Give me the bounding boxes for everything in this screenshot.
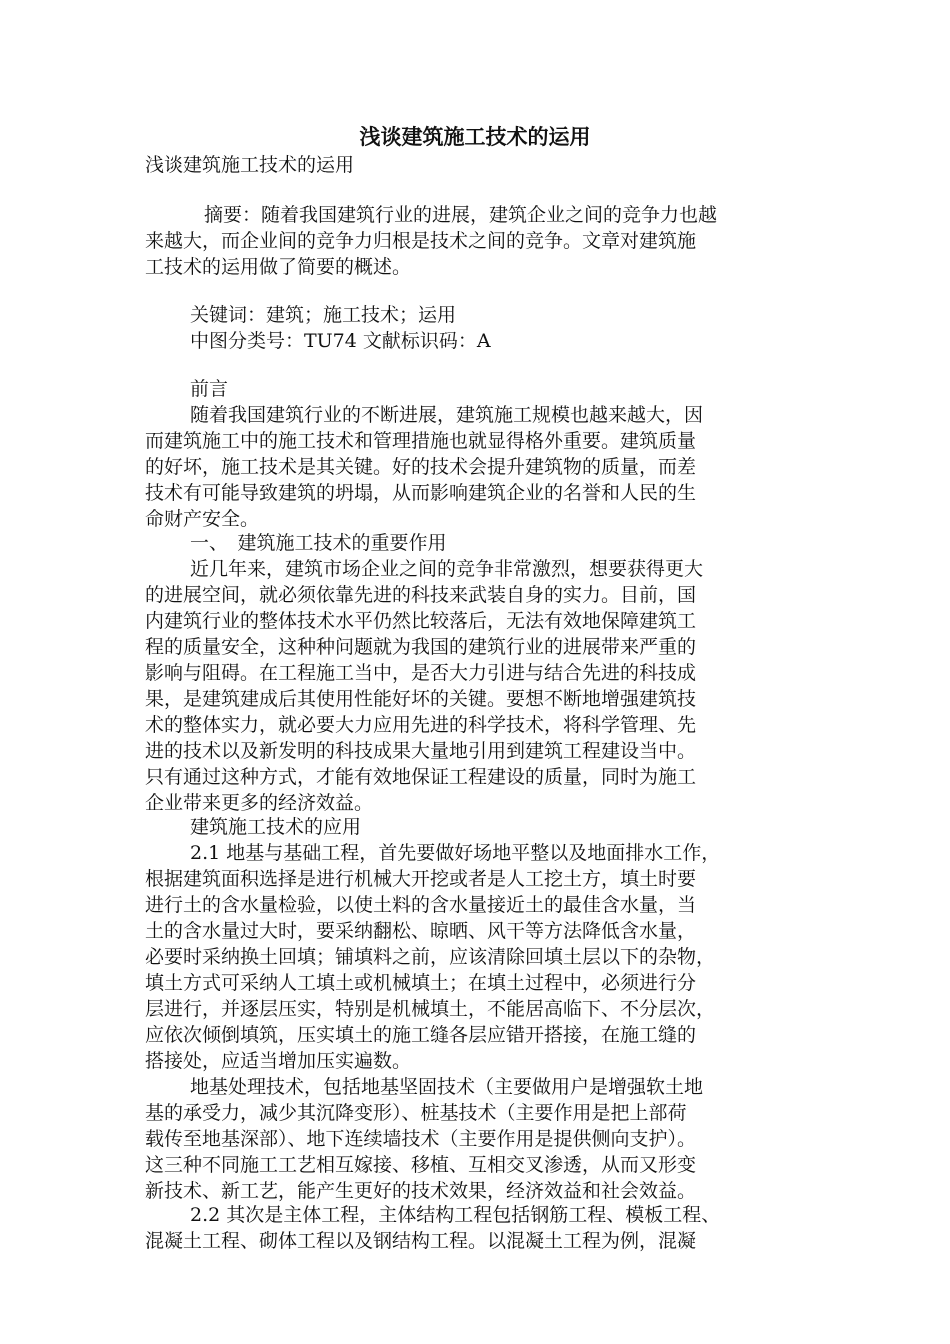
text-line: 影响与阻碍。在工程施工当中，是否大力引进与结合先进的科技成 bbox=[145, 662, 697, 684]
text-line: 土的含水量过大时，要采纳翻松、晾晒、风干等方法降低含水量， bbox=[145, 920, 697, 942]
text-line: 的进展空间，就必须依靠先进的科技来武装自身的实力。目前，国 bbox=[145, 584, 697, 606]
text-line: 浅谈建筑施工技术的运用 bbox=[145, 154, 355, 176]
text-line: 进的技术以及新发明的科技成果大量地引用到建筑工程建设当中。 bbox=[145, 740, 697, 762]
text-line: 地基处理技术，包括地基坚固技术（主要做用户是增强软土地 bbox=[190, 1076, 704, 1098]
text-line: 企业带来更多的经济效益。 bbox=[145, 792, 374, 814]
text-line: 2.2 其次是主体工程，主体结构工程包括钢筋工程、模板工程、 bbox=[190, 1204, 721, 1226]
text-line: 2.1 地基与基础工程，首先要做好场地平整以及地面排水工作， bbox=[190, 842, 721, 864]
text-line: 技术有可能导致建筑的坍塌，从而影响建筑企业的名誉和人民的生 bbox=[145, 482, 697, 504]
text-line: 术的整体实力，就必要大力应用先进的科学技术，将科学管理、先 bbox=[145, 714, 697, 736]
text-line: 摘要：随着我国建筑行业的进展，建筑企业之间的竞争力也越 bbox=[185, 204, 718, 226]
text-line: 关键词：建筑；施工技术；运用 bbox=[190, 304, 457, 326]
text-line: 建筑施工技术的应用 bbox=[190, 816, 362, 838]
text-line: 命财产安全。 bbox=[145, 508, 260, 530]
text-line: 只有通过这种方式，才能有效地保证工程建设的质量，同时为施工 bbox=[145, 766, 697, 788]
text-line: 前言 bbox=[190, 378, 229, 400]
text-line: 中图分类号：TU74 文献标识码：A bbox=[190, 330, 491, 352]
text-line: 新技术、新工艺，能产生更好的技术效果，经济效益和社会效益。 bbox=[145, 1180, 697, 1202]
text-line: 根据建筑面积选择是进行机械大开挖或者是人工挖土方，填土时要 bbox=[145, 868, 697, 890]
text-line: 层进行，并逐层压实，特别是机械填土，不能居高临下、不分层次， bbox=[145, 998, 716, 1020]
text-line: 这三种不同施工工艺相互嫁接、移植、互相交叉渗透，从而又形变 bbox=[145, 1154, 697, 1176]
text-line: 载传至地基深部）、地下连续墙技术（主要作用是提供侧向支护）。 bbox=[145, 1128, 697, 1150]
text-line: 一、 建筑施工技术的重要作用 bbox=[190, 532, 447, 554]
text-line: 随着我国建筑行业的不断进展，建筑施工规模也越来越大，因 bbox=[190, 404, 704, 426]
text-line: 程的质量安全，这种种问题就为我国的建筑行业的进展带来严重的 bbox=[145, 636, 697, 658]
text-line: 而建筑施工中的施工技术和管理措施也就显得格外重要。建筑质量 bbox=[145, 430, 697, 452]
text-line: 来越大，而企业间的竞争力归根是技术之间的竞争。文章对建筑施 bbox=[145, 230, 697, 252]
text-line: 混凝土工程、砌体工程以及钢结构工程。以混凝土工程为例，混凝 bbox=[145, 1230, 697, 1252]
text-line: 必要时采纳换土回填；铺填料之前，应该清除回填土层以下的杂物， bbox=[145, 946, 716, 968]
text-line: 搭接处，应适当增加压实遍数。 bbox=[145, 1050, 412, 1072]
text-line: 内建筑行业的整体技术水平仍然比较落后，无法有效地保障建筑工 bbox=[145, 610, 697, 632]
text-line: 果，是建筑建成后其使用性能好坏的关键。要想不断地增强建筑技 bbox=[145, 688, 697, 710]
document-title: 浅谈建筑施工技术的运用 bbox=[359, 124, 591, 149]
text-line: 填土方式可采纳人工填土或机械填土；在填土过程中，必须进行分 bbox=[145, 972, 697, 994]
text-line: 基的承受力，减少其沉降变形）、桩基技术（主要作用是把上部荷 bbox=[145, 1102, 687, 1124]
text-line: 工技术的运用做了简要的概述。 bbox=[145, 256, 412, 278]
text-line: 的好坏，施工技术是其关键。好的技术会提升建筑物的质量，而差 bbox=[145, 456, 697, 478]
text-line: 应依次倾倒填筑，压实填土的施工缝各层应错开搭接，在施工缝的 bbox=[145, 1024, 697, 1046]
text-line: 近几年来，建筑市场企业之间的竞争非常激烈，想要获得更大 bbox=[190, 558, 704, 580]
text-line: 进行土的含水量检验，以使土料的含水量接近土的最佳含水量，当 bbox=[145, 894, 697, 916]
